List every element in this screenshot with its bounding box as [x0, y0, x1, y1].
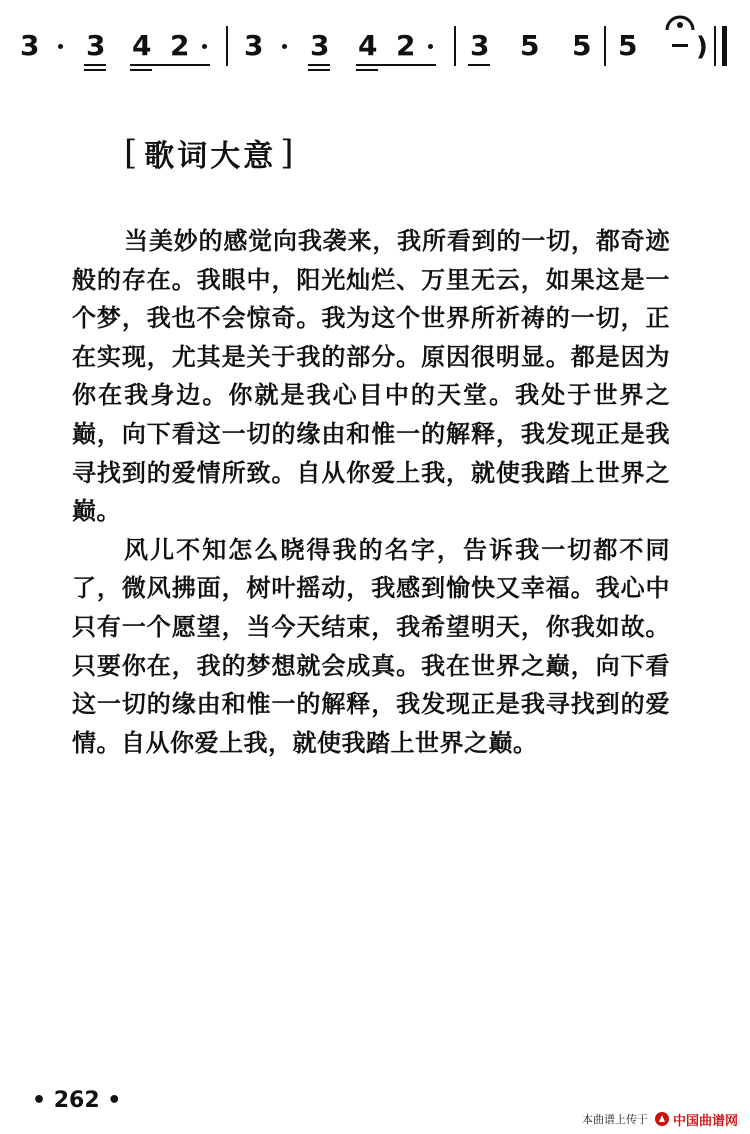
lyrics-body [72, 222, 670, 762]
watermark-text: 本曲谱上传于 [581, 1113, 648, 1126]
watermark-brand [654, 1110, 738, 1129]
underline-beam [356, 64, 436, 66]
score-notation [12, 24, 742, 84]
site-logo-icon [654, 1111, 670, 1127]
barline [604, 26, 606, 66]
sustain-dash [672, 44, 688, 47]
underline-beam [84, 69, 106, 71]
underline-beam [356, 69, 378, 71]
lyrics-paragraph: 风儿不知怎么晓得我的名字，告诉我一切都不同了，微风拂面，树叶摇动，我感到愉快又幸福。我心中只有一个愿望，当今天结束，我希望明天，你我如故。只要你在，我的梦想就会成真。我在世界之巅，向下看这一切的缘由和惟一的解释，我发现正是我寻找到的爱情。自从你爱上我，就使我踏上世界之巅。 [72, 534, 670, 757]
augmentation-dot [58, 44, 63, 49]
lyrics-paragraph: 当美妙的感觉向我袭来，我所看到的一切，都奇迹般的存在。我眼中，阳光灿烂、万里无云，如果这是一个梦，我也不会惊奇。我为这个世界所祈祷的一切，正在实现，尤其是关于我的部分。原因很明显。都是因为你在我身边。你就是我心目中的天堂。我处于世界之巅，向下看这一切的缘由和惟一的解释，我发现正是我寻找到的爱情所致。自从你爱上我，就使我踏上世界之巅。 [72, 226, 670, 526]
score-note: 5 [618, 29, 638, 62]
score-note: 5 [520, 29, 540, 62]
underline-beam [308, 64, 330, 66]
page-number: • 262 • [32, 1088, 122, 1113]
score-note: 3 [20, 29, 40, 62]
underline-beam [468, 64, 490, 66]
augmentation-dot [202, 44, 207, 49]
title-open-bracket: [ [124, 133, 141, 173]
section-title [120, 128, 301, 178]
barline [226, 26, 228, 66]
fermata-icon [664, 12, 696, 32]
underline-beam [308, 69, 330, 71]
score-note: 2 [396, 29, 416, 62]
score-note: 3 [470, 29, 490, 62]
score-note: 2 [170, 29, 190, 62]
watermark-brand-text: 中国曲谱网 [672, 1113, 738, 1129]
score-note: 3 [244, 29, 264, 62]
augmentation-dot [428, 44, 433, 49]
underline-beam [84, 64, 106, 66]
title-close-bracket: ] [280, 133, 297, 173]
site-watermark [582, 1108, 738, 1130]
barline [714, 26, 716, 66]
underline-beam [130, 64, 210, 66]
closing-paren: ) [696, 32, 708, 62]
final-barline [722, 26, 727, 66]
barline [454, 26, 456, 66]
score-note: 4 [358, 29, 378, 62]
score-note: 3 [86, 29, 106, 62]
score-note: 5 [572, 29, 592, 62]
section-title-text: 歌词大意 [144, 139, 277, 174]
score-note: 4 [132, 29, 152, 62]
score-note: 3 [310, 29, 330, 62]
augmentation-dot [282, 44, 287, 49]
underline-beam [130, 69, 152, 71]
